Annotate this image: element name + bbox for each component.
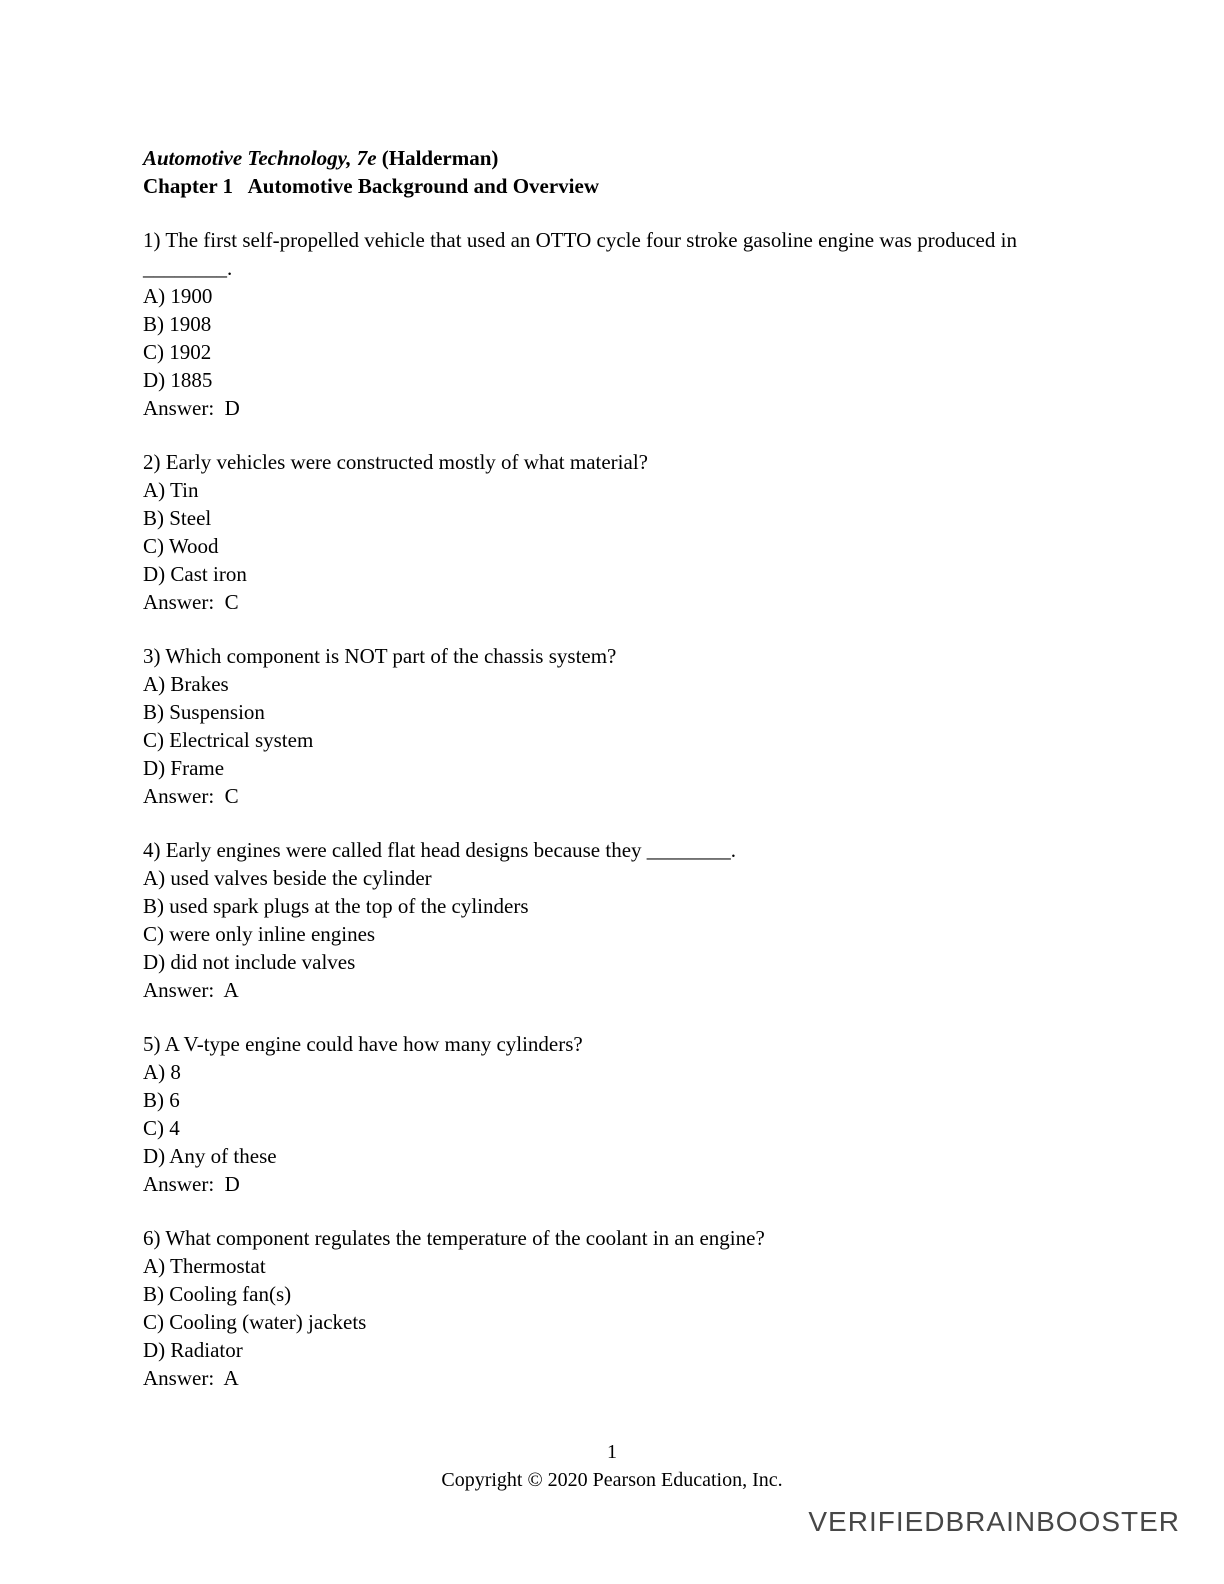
- document-title-author: (Halderman): [376, 146, 499, 170]
- choice-a: A) Thermostat: [143, 1254, 266, 1278]
- choice-d: D) Frame: [143, 756, 225, 780]
- choice-d: D) Any of these: [143, 1144, 277, 1168]
- question-prompt: 4) Early engines were called flat head designs because they ________.: [143, 838, 737, 862]
- question-block-3: [143, 642, 1080, 810]
- choice-c: C) 1902: [143, 340, 212, 364]
- question-block-5: [143, 1030, 1080, 1198]
- question-block-2: [143, 448, 1080, 616]
- question-prompt: 1) The first self-propelled vehicle that used an OTTO cycle four stroke gasoline engine was produced in ________.: [143, 228, 1023, 280]
- question-prompt: 3) Which component is NOT part of the chassis system?: [143, 644, 617, 668]
- question-block-4: [143, 836, 1080, 1004]
- choice-a: A) Tin: [143, 478, 199, 502]
- answer-line: Answer: D: [143, 396, 240, 420]
- choice-c: C) were only inline engines: [143, 922, 376, 946]
- choice-a: A) used valves beside the cylinder: [143, 866, 432, 890]
- copyright-notice: Copyright © 2020 Pearson Education, Inc.: [441, 1469, 783, 1491]
- answer-line: Answer: D: [143, 1172, 240, 1196]
- choice-d: D) did not include valves: [143, 950, 356, 974]
- choice-b: B) 6: [143, 1088, 180, 1112]
- choice-d: D) Radiator: [143, 1338, 243, 1362]
- choice-b: B) Suspension: [143, 700, 265, 724]
- choice-d: D) Cast iron: [143, 562, 247, 586]
- question-prompt: 2) Early vehicles were constructed mostly of what material?: [143, 450, 648, 474]
- choice-d: D) 1885: [143, 368, 213, 392]
- choice-c: C) Cooling (water) jackets: [143, 1310, 367, 1334]
- choice-c: C) Electrical system: [143, 728, 314, 752]
- choice-b: B) Cooling fan(s): [143, 1282, 292, 1306]
- question-prompt: 5) A V-type engine could have how many cylinders?: [143, 1032, 583, 1056]
- page-footer: [0, 1438, 1224, 1494]
- choice-b: B) Steel: [143, 506, 212, 530]
- answer-line: Answer: A: [143, 1366, 239, 1390]
- document-page: [143, 144, 1080, 1392]
- page-number: 1: [607, 1441, 617, 1463]
- choice-a: A) Brakes: [143, 672, 229, 696]
- question-block-1: [143, 226, 1080, 422]
- choice-a: A) 1900: [143, 284, 213, 308]
- question-block-6: [143, 1224, 1080, 1392]
- choice-a: A) 8: [143, 1060, 181, 1084]
- choice-b: B) 1908: [143, 312, 212, 336]
- choice-b: B) used spark plugs at the top of the cylinders: [143, 894, 529, 918]
- answer-line: Answer: C: [143, 590, 239, 614]
- watermark: VERIFIEDBRAINBOOSTER: [808, 1506, 1180, 1537]
- question-prompt: 6) What component regulates the temperature of the coolant in an engine?: [143, 1226, 765, 1250]
- answer-line: Answer: A: [143, 978, 239, 1002]
- chapter-heading: Chapter 1 Automotive Background and Overview: [143, 174, 599, 198]
- document-title: [143, 144, 1080, 172]
- answer-line: Answer: C: [143, 784, 239, 808]
- choice-c: C) Wood: [143, 534, 219, 558]
- document-title-italic: Automotive Technology, 7e: [143, 146, 377, 170]
- choice-c: C) 4: [143, 1116, 180, 1140]
